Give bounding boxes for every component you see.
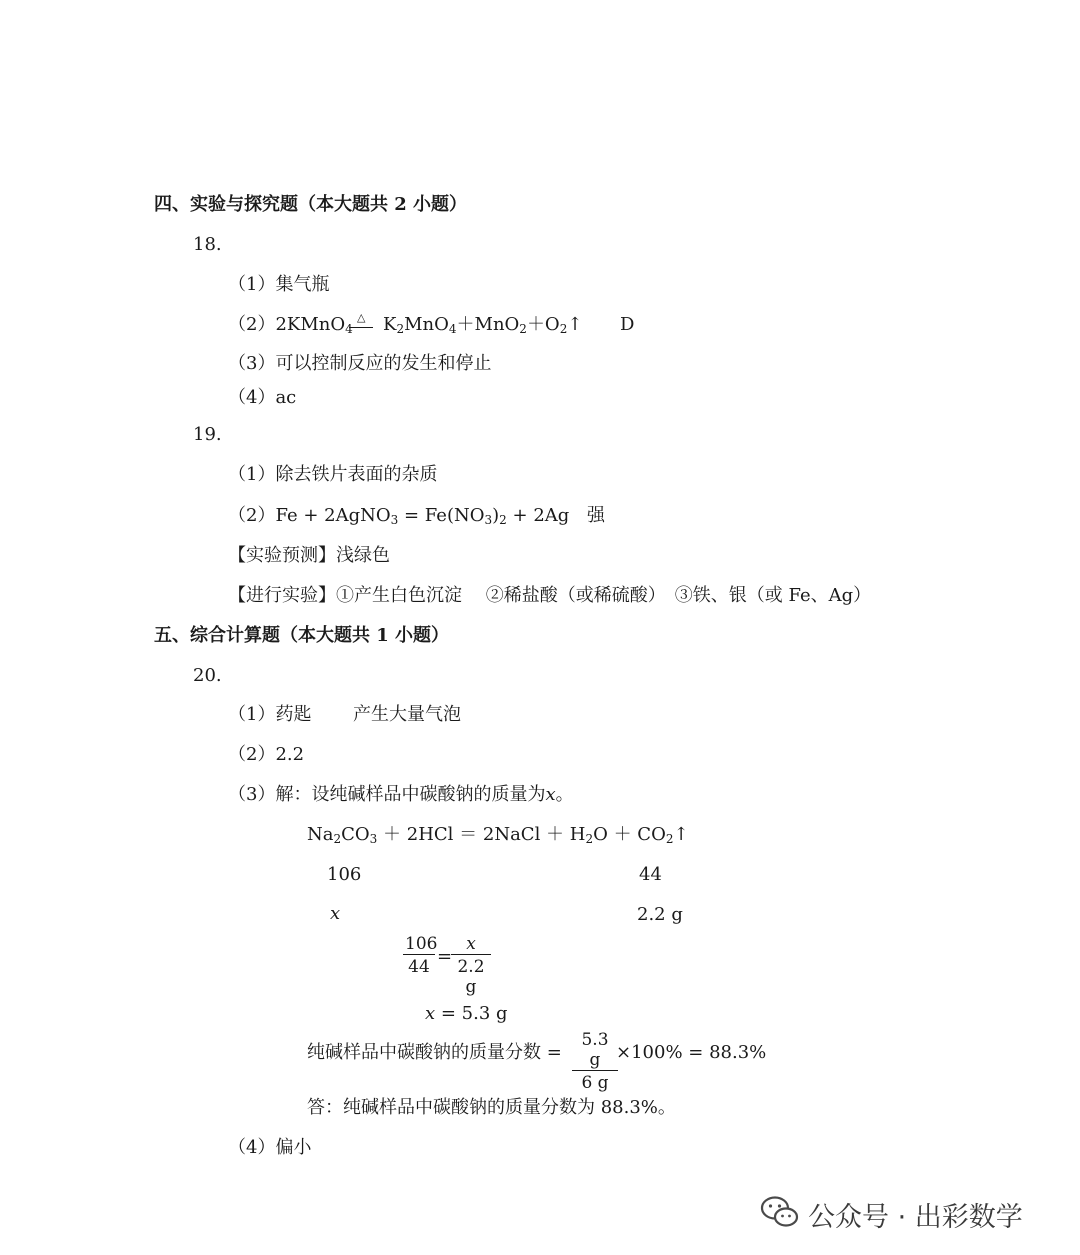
formula-part: + 2Ag [506,505,570,526]
intro-text: （3）解：设纯碱样品中碳酸钠的质量为 [228,784,546,805]
q20-answer-3-intro [228,784,574,806]
q20-answer-1: （1）药匙 [228,704,312,725]
formula-part: CO [341,824,370,845]
fraction-denominator: 6 g [572,1070,618,1093]
gas-arrow: ↑ [673,824,689,845]
chemical-equation [307,824,689,846]
subscript: 2 [396,322,405,336]
subscript: 2 [333,832,342,846]
q18-answer-1: （1）集气瓶 [228,274,330,295]
reaction-line [349,327,373,328]
fraction-numerator: x [466,934,476,954]
result-line [425,1003,508,1025]
subscript: 3 [484,513,493,527]
fraction-denominator: 44 [403,954,435,977]
formula-part: ＋O [526,314,560,335]
formula-part: （2）Fe + 2AgNO [228,505,391,526]
q18-eq-reactant: （2）2KMnO [228,314,346,335]
q19-prediction: 【实验预测】浅绿色 [228,545,390,566]
q18-answer-3: （3）可以控制反应的发生和停止 [228,353,492,374]
subscript: 4 [448,322,457,336]
formula-part: O ＋ CO [593,824,666,845]
result-value: = 5.3 g [435,1003,508,1024]
fraction-numerator: 5.3 g [581,1030,609,1070]
mass-fraction-label: 纯碱样品中碳酸钠的质量分数 = [307,1042,562,1063]
molar-mass-co2: 44 [639,864,662,885]
fraction-numerator: 106 [405,934,438,954]
variable: x [425,1003,436,1024]
intro-end: 。 [555,784,574,805]
q18-answer-4: （4）ac [228,387,297,408]
proportion-left [403,934,438,977]
q19-answer-1: （1）除去铁片表面的杂质 [228,464,438,485]
q19-experiment: 【进行实验】①产生白色沉淀 ②稀盐酸（或稀硫酸） ③铁、银（或 Fe、Ag） [228,585,872,606]
subscript: 2 [665,832,674,846]
q20-conclusion: 答：纯碱样品中碳酸钠的质量分数为 88.3%。 [307,1097,676,1118]
heating-condition: △ [357,311,366,324]
formula-part: = Fe(NO [398,505,485,526]
variable: x [545,784,556,805]
q20-answer-4: （4）偏小 [228,1137,312,1158]
wechat-icon [760,1195,800,1229]
q18-answer-2-choice: D [620,314,635,335]
molar-mass-na2co3: 106 [327,864,362,885]
subscript: 3 [369,832,378,846]
fraction-denominator: 2.2 g [451,954,491,997]
watermark-text: 公众号 · 出彩数学 [808,1202,1023,1233]
mass-fraction-result: ×100% = 88.3% [616,1042,767,1063]
gas-arrow: ↑ [567,314,583,335]
co2-mass: 2.2 g [637,904,683,925]
mass-fraction [572,1030,618,1093]
subscript: 2 [519,322,527,336]
formula-part: ) [492,505,500,526]
subscript: 2 [585,832,594,846]
formula-part: Na [307,824,334,845]
formula-part: K [383,314,397,335]
formula-part: MnO [404,314,449,335]
proportion-equals: = [437,946,453,967]
subscript: 3 [390,513,399,527]
unknown-mass: x [330,903,341,924]
q20-answer-2: （2）2.2 [228,744,305,765]
subscript: 2 [559,322,568,336]
question-20-number: 20. [193,665,222,686]
section-4-title: 四、实验与探究题（本大题共 2 小题） [154,194,468,215]
q20-answer-1-extra: 产生大量气泡 [353,704,461,725]
question-19-number: 19. [193,424,222,445]
subscript: 2 [499,513,507,527]
formula-part: ＋MnO [456,314,520,335]
q18-eq-products [383,314,582,336]
q19-answer-2 [228,505,569,527]
section-5-title: 五、综合计算题（本大题共 1 小题） [154,625,450,646]
subscript: 4 [345,322,353,336]
proportion-right [451,934,491,997]
formula-part: ＋ 2HCl ＝ 2NaCl ＋ H [377,824,586,845]
question-18-number: 18. [193,234,222,255]
q19-answer-2-extra: 强 [587,505,605,526]
q18-answer-2 [228,314,353,336]
